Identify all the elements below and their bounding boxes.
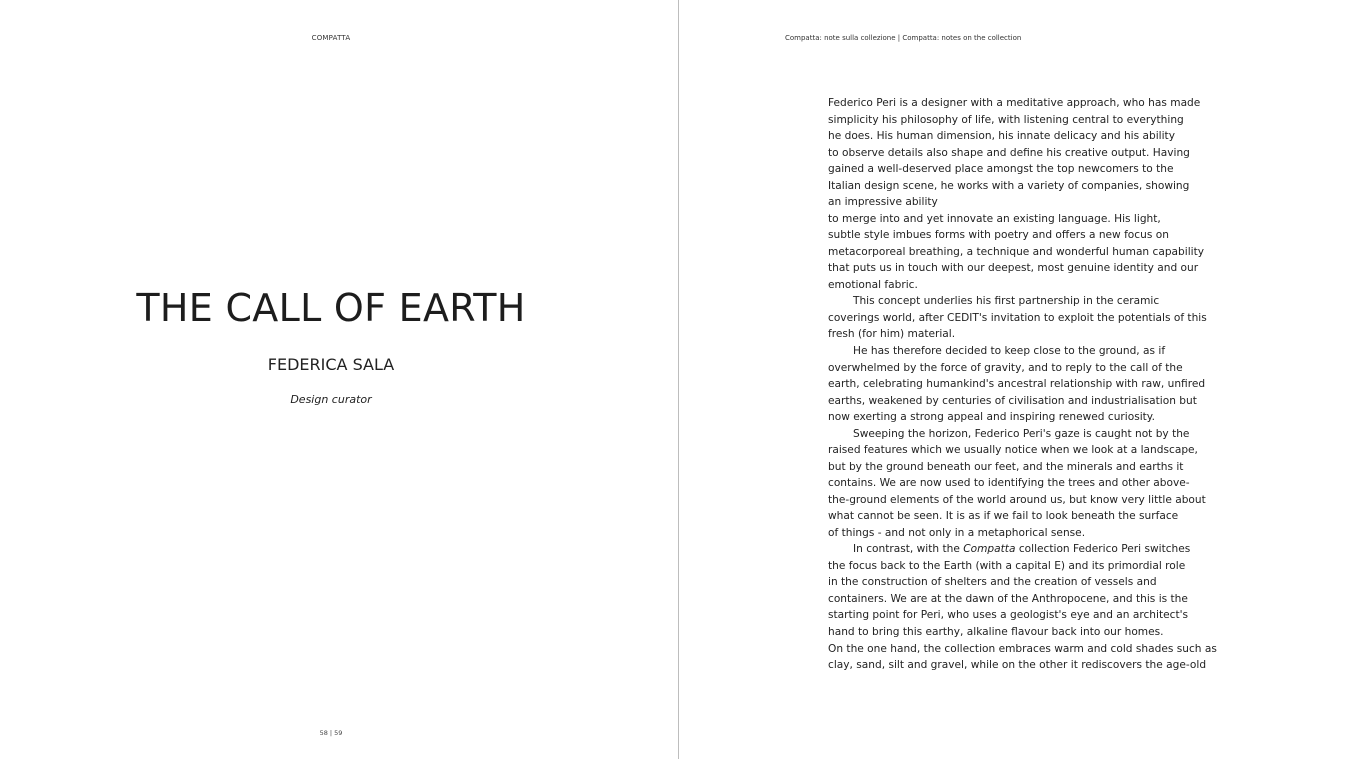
body-line: Federico Peri is a designer with a meditative approach, who has made [828, 97, 1201, 109]
body-line: gained a well-deserved place amongst the top newcomers to the [828, 163, 1174, 176]
running-head-left: COMPATTA [311, 34, 351, 42]
body-line: the-ground elements of the world around us, but know very little about [828, 493, 1206, 506]
body-line: now exerting a strong appeal and inspiring renewed curiosity. [828, 411, 1155, 424]
body-line: He has therefore decided to keep close to the ground, as if [853, 344, 1166, 357]
body-line: Sweeping the horizon, Federico Peri's gaze is caught not by the [853, 427, 1190, 440]
body-line: what cannot be seen. It is as if we fail to look beneath the surface [828, 510, 1179, 523]
body-line: that puts us in touch with our deepest, most genuine identity and our [828, 262, 1199, 275]
body-line: an impressive ability [828, 196, 938, 209]
body-line: This concept underlies his first partnership in the ceramic [853, 295, 1160, 308]
body-line: containers. We are at the dawn of the Anthropocene, and this is the [828, 592, 1188, 605]
body-line: simplicity his philosophy of life, with listening central to everything [828, 113, 1184, 126]
body-line: to observe details also shape and define his creative output. Having [828, 146, 1190, 159]
author-role: Design curator [290, 393, 372, 406]
body-line: emotional fabric. [828, 278, 918, 291]
article-title: THE CALL OF EARTH [136, 286, 526, 330]
article-body [828, 95, 1217, 674]
body-line: in the construction of shelters and the creation of vessels and [828, 576, 1157, 589]
page-gutter-divider [678, 0, 679, 759]
body-line-segment: In contrast, with the [853, 543, 964, 556]
body-line: overwhelmed by the force of gravity, and to reply to the call of the [828, 361, 1183, 374]
body-line: Italian design scene, he works with a variety of companies, showing [828, 179, 1190, 192]
body-line: starting point for Peri, who uses a geologist's eye and an architect's [828, 609, 1189, 622]
body-line-segment: collection Federico Peri switches [1015, 543, 1191, 556]
body-line [828, 541, 1217, 558]
author-name: FEDERICA SALA [267, 355, 395, 374]
running-head-right: Compatta: note sulla collezione | Compatta: notes on the collection [785, 34, 1022, 42]
body-line: he does. His human dimension, his innate delicacy and his ability [828, 130, 1175, 143]
body-line: subtle style imbues forms with poetry and offers a new focus on [828, 229, 1169, 242]
italic-collection-name: Compatta [963, 543, 1016, 556]
body-line: clay, sand, silt and gravel, while on the other it rediscovers the age-old [828, 659, 1207, 672]
page-numbers: 58 | 59 [319, 729, 343, 737]
body-line: contains. We are now used to identifying the trees and other above- [828, 477, 1190, 490]
body-line: metacorporeal breathing, a technique and wonderful human capability [828, 245, 1205, 258]
body-line: of things - and not only in a metaphorical sense. [828, 526, 1086, 539]
body-line: the focus back to the Earth (with a capital E) and its primordial role [828, 559, 1186, 572]
body-line: to merge into and yet innovate an existing language. His light, [828, 212, 1161, 225]
body-line: raised features which we usually notice when we look at a landscape, [828, 444, 1198, 457]
body-line: On the one hand, the collection embraces warm and cold shades such as [828, 642, 1217, 655]
body-line: earth, celebrating humankind's ancestral relationship with raw, unfired [828, 378, 1206, 391]
body-line: fresh (for him) material. [828, 328, 956, 341]
body-line: coverings world, after CEDIT's invitation to exploit the potentials of this [828, 311, 1207, 324]
body-line: earths, weakened by centuries of civilisation and industrialisation but [828, 394, 1197, 407]
body-line: but by the ground beneath our feet, and the minerals and earths it [828, 460, 1184, 473]
body-line: hand to bring this earthy, alkaline flavour back into our homes. [828, 626, 1164, 638]
